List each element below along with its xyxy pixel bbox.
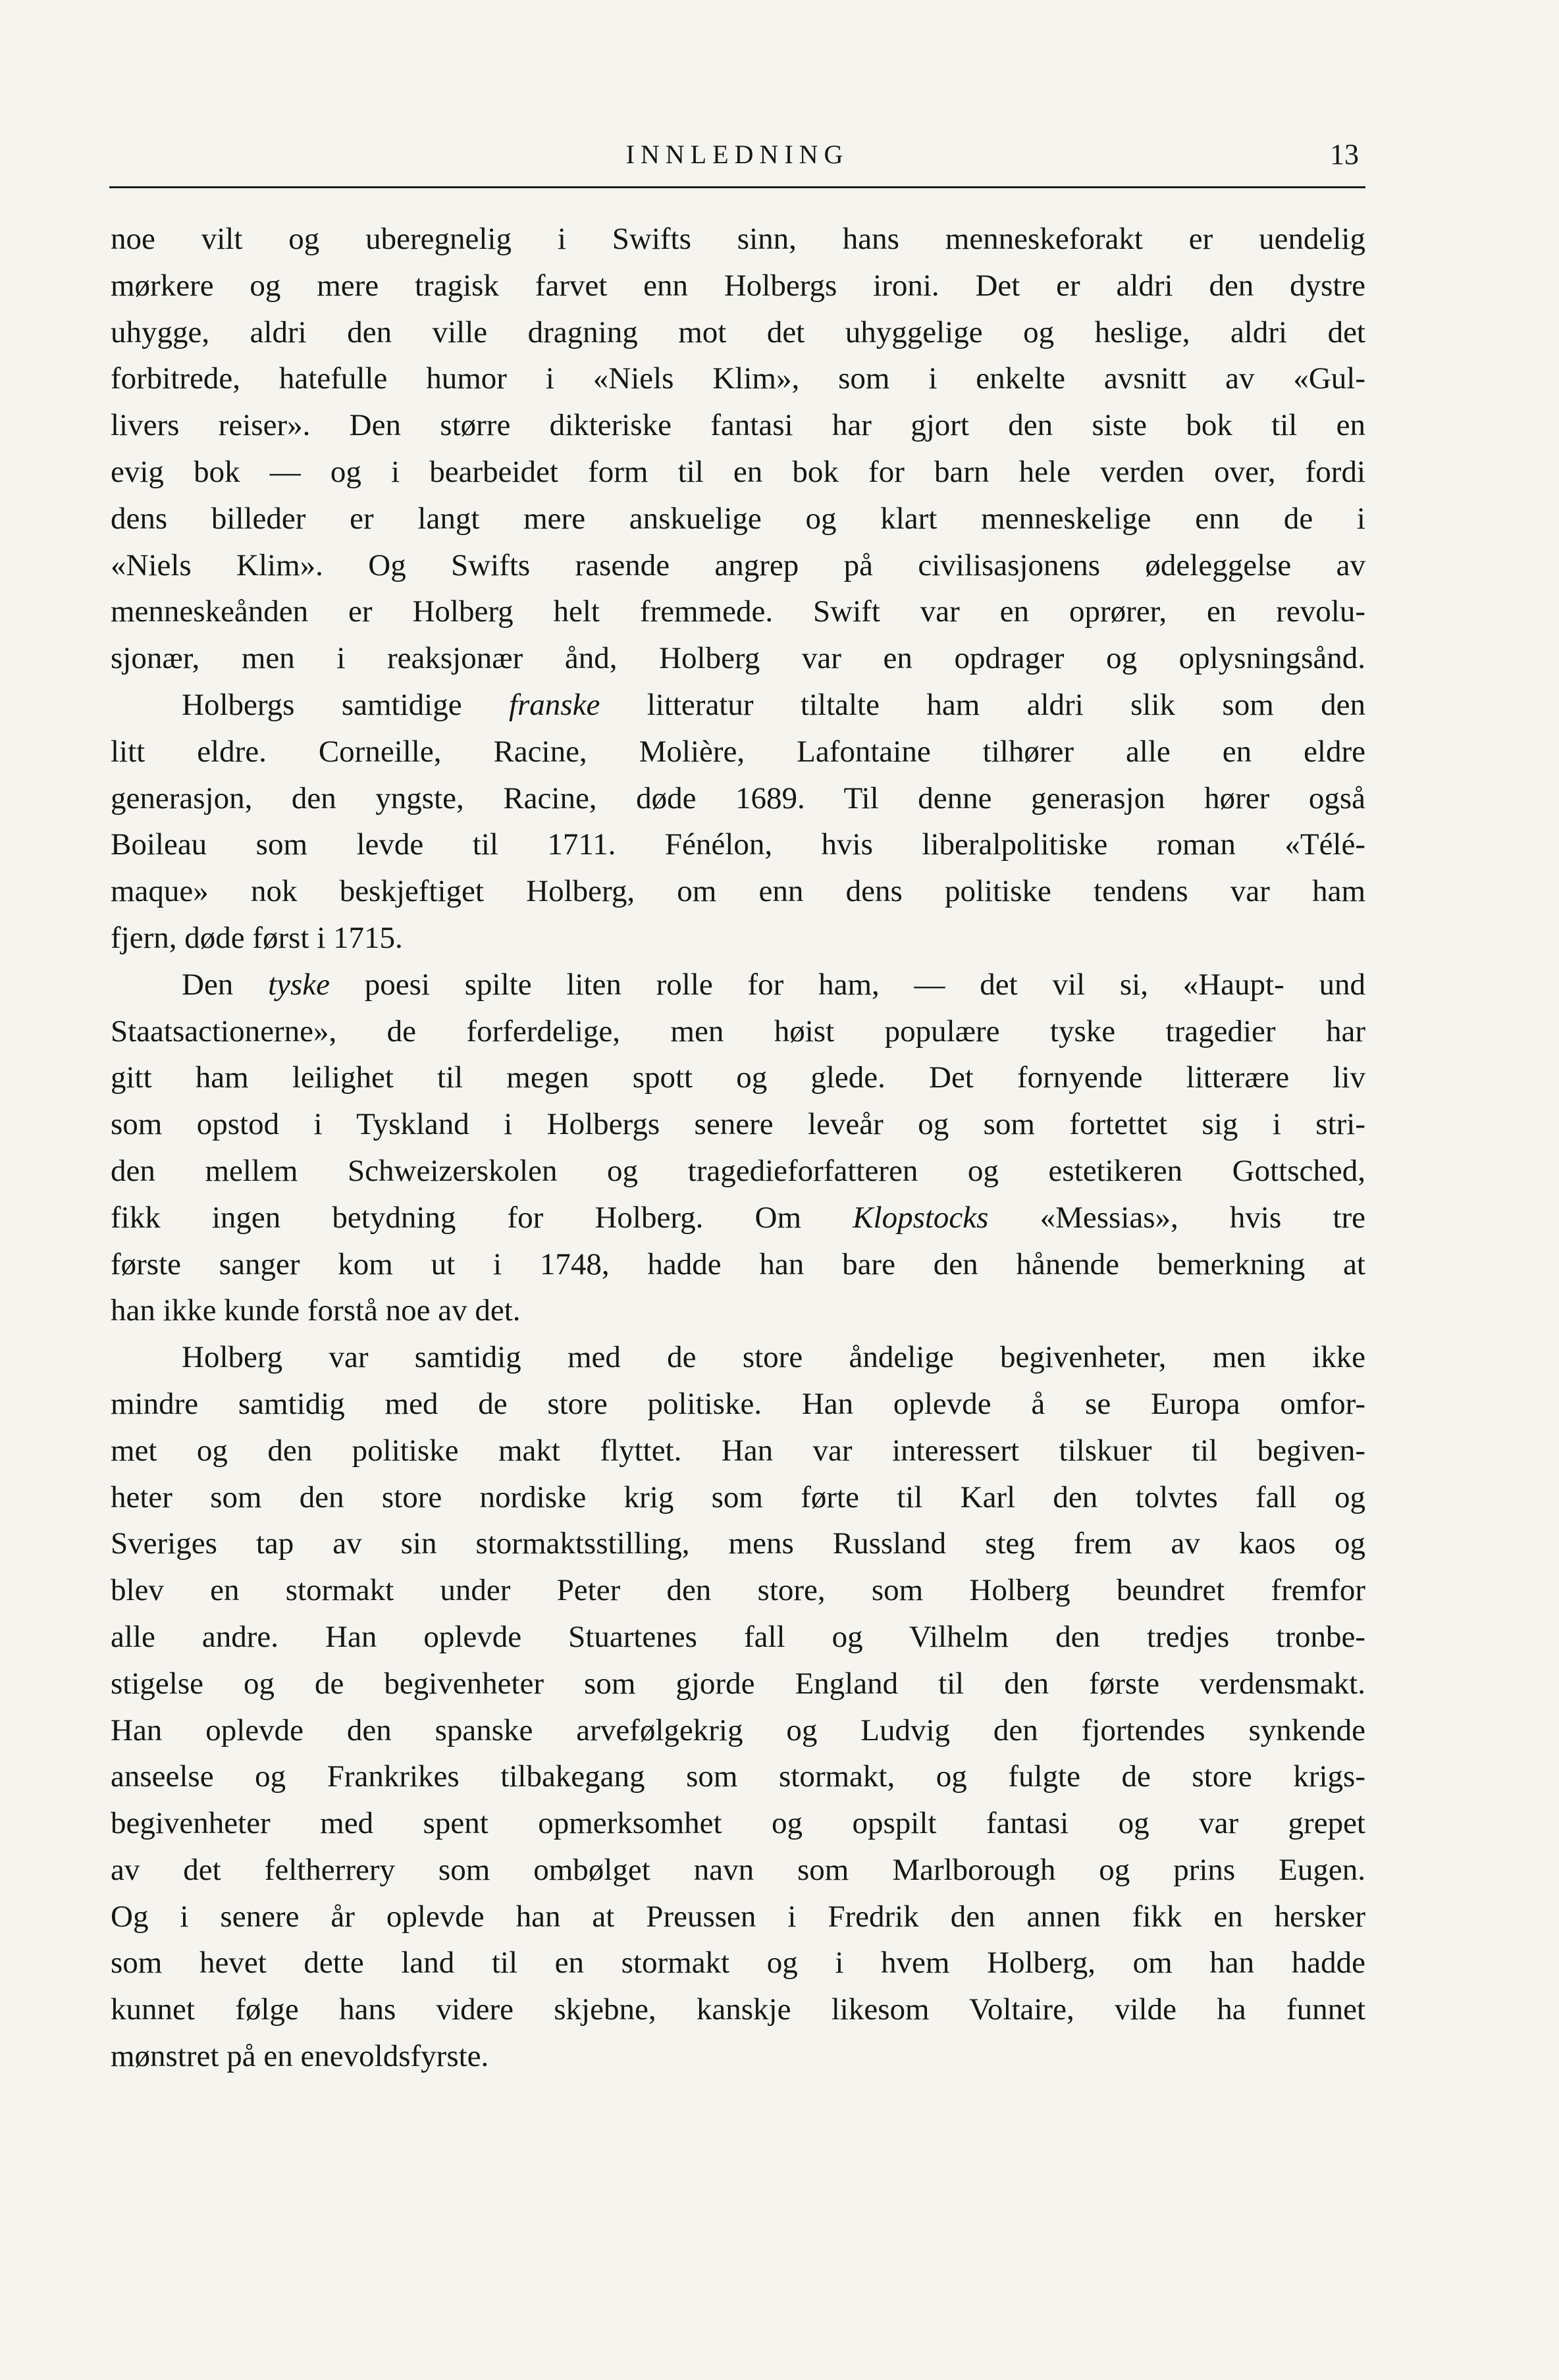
- text-line: Staatsactionerne», de forferdelige, men høist populære tyske tragedier har: [111, 1014, 1365, 1048]
- text-line: met og den politiske makt flyttet. Han var interessert tilskuer til begiven-: [111, 1433, 1365, 1468]
- text-line: begivenheter med spent opmerksomhet og opspilt fantasi og var grepet: [111, 1806, 1365, 1841]
- text-line: som hevet dette land til en stormakt og i hvem Holberg, om han hadde: [111, 1946, 1365, 1980]
- text-run: «Messias», hvis tre: [988, 1200, 1365, 1235]
- body-text: [111, 216, 1365, 2080]
- text-line: [111, 962, 1365, 1008]
- text-line: litt eldre. Corneille, Racine, Molière, Lafontaine tilhører alle en eldre: [111, 734, 1365, 769]
- header-rule: [109, 186, 1365, 188]
- text-line: evig bok — og i bearbeidet form til en bok for barn hele verden over, fordi: [111, 454, 1365, 489]
- text-run: litteratur tiltalte ham aldri slik som den: [600, 687, 1365, 722]
- text-line: sjonær, men i reaksjonær ånd, Holberg var en opdrager og oplysningsånd.: [111, 641, 1365, 676]
- text-run: fikk ingen betydning for Holberg. Om: [111, 1200, 853, 1235]
- text-run: Holbergs samtidige: [182, 687, 509, 722]
- italic-run: tyske: [268, 967, 330, 1002]
- text-run: Den: [182, 967, 269, 1002]
- text-run: poesi spilte liten rolle for ham, — det vil si, «Haupt- und: [330, 967, 1365, 1002]
- text-line: Holberg var samtidig med de store åndelige begivenheter, men ikke: [182, 1340, 1365, 1375]
- text-line: gitt ham leilighet til megen spott og glede. Det fornyende litterære liv: [111, 1060, 1365, 1095]
- text-line: «Niels Klim». Og Swifts rasende angrep på civilisasjonens ødeleggelse av: [111, 548, 1365, 582]
- text-line: mindre samtidig med de store politiske. Han oplevde å se Europa omfor-: [111, 1386, 1365, 1421]
- text-line: stigelse og de begivenheter som gjorde England til den første verdensmakt.: [111, 1666, 1365, 1701]
- text-line: første sanger kom ut i 1748, hadde han bare den hånende bemerkning at: [111, 1247, 1365, 1281]
- text-line: av det feltherrery som ombølget navn som Marlborough og prins Eugen.: [111, 1852, 1365, 1887]
- text-line: livers reiser». Den større dikteriske fantasi har gjort den siste bok til en: [111, 408, 1365, 443]
- text-line: Han oplevde den spanske arvefølgekrig og Ludvig den fjortendes synkende: [111, 1713, 1365, 1747]
- text-line: alle andre. Han oplevde Stuartenes fall og Vilhelm den tredjes tronbe-: [111, 1619, 1365, 1654]
- text-line: uhygge, aldri den ville dragning mot det uhyggelige og heslige, aldri det: [111, 315, 1365, 349]
- text-line: den mellem Schweizerskolen og tragedieforfatteren og estetikeren Gottsched,: [111, 1153, 1365, 1188]
- text-line: fjern, døde først i 1715.: [111, 920, 403, 955]
- text-line: forbitrede, hatefulle humor i «Niels Klim», som i enkelte avsnitt av «Gul-: [111, 361, 1365, 396]
- running-head: [111, 132, 1364, 178]
- text-line: heter som den store nordiske krig som førte til Karl den tolvtes fall og: [111, 1480, 1365, 1514]
- text-line: kunnet følge hans videre skjebne, kanskje likesom Voltaire, vilde ha funnet: [111, 1992, 1365, 2027]
- text-line: noe vilt og uberegnelig i Swifts sinn, hans menneskeforakt er uendelig: [111, 222, 1365, 256]
- text-line: Sveriges tap av sin stormaktsstilling, mens Russland steg frem av kaos og: [111, 1526, 1365, 1561]
- italic-run: franske: [508, 687, 600, 722]
- running-title: INNLEDNING: [625, 140, 849, 169]
- text-line: generasjon, den yngste, Racine, døde 1689. Til denne generasjon hører også: [111, 781, 1365, 815]
- text-line: han ikke kunde forstå noe av det.: [111, 1293, 521, 1328]
- page-number: 13: [1330, 138, 1359, 170]
- text-line: mønstret på en enevoldsfyrste.: [111, 2039, 489, 2074]
- text-line: blev en stormakt under Peter den store, som Holberg beundret fremfor: [111, 1573, 1365, 1608]
- text-line: som opstod i Tyskland i Holbergs senere leveår og som fortettet sig i stri-: [111, 1107, 1365, 1142]
- text-line: Og i senere år oplevde han at Preussen i Fredrik den annen fikk en hersker: [111, 1899, 1365, 1934]
- italic-run: Klopstocks: [853, 1200, 989, 1235]
- text-line: menneskeånden er Holberg helt fremmede. Swift var en oprører, en revolu-: [111, 594, 1365, 629]
- text-line: maque» nok beskjeftiget Holberg, om enn dens politiske tendens var ham: [111, 874, 1365, 909]
- text-line: dens billeder er langt mere anskuelige og klart menneskelige enn de i: [111, 501, 1365, 536]
- text-line: [111, 1195, 1365, 1241]
- text-line: mørkere og mere tragisk farvet enn Holbergs ironi. Det er aldri den dystre: [111, 268, 1365, 303]
- text-line: [111, 682, 1365, 729]
- text-line: Boileau som levde til 1711. Fénélon, hvis liberalpolitiske roman «Télé-: [111, 827, 1365, 862]
- text-line: anseelse og Frankrikes tilbakegang som stormakt, og fulgte de store krigs-: [111, 1759, 1365, 1794]
